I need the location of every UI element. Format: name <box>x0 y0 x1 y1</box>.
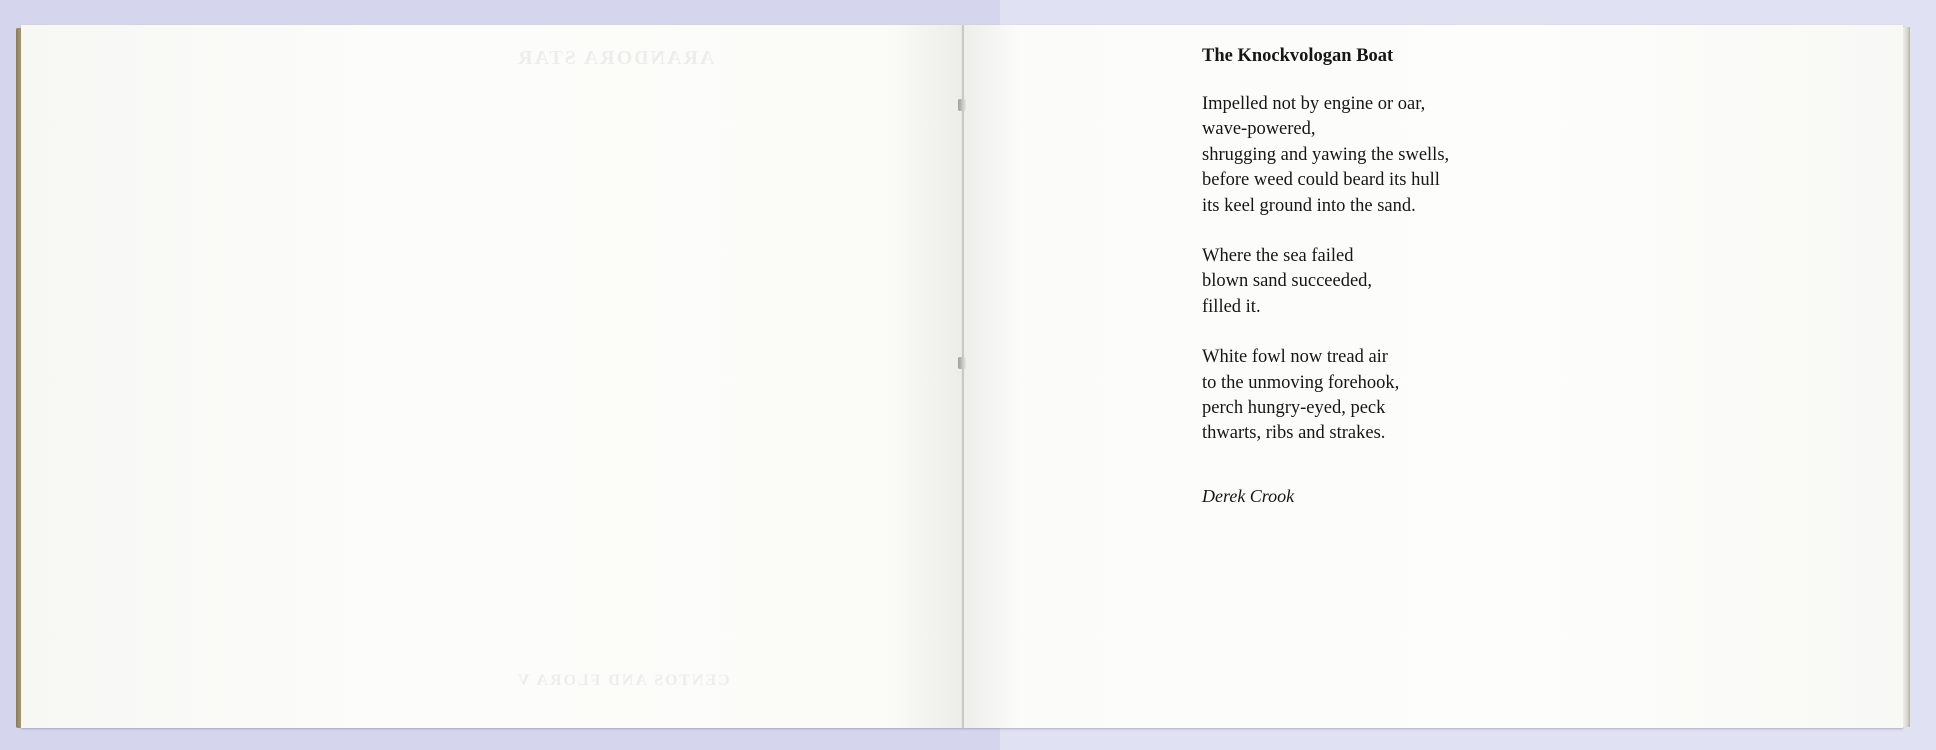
show-through-footer: CENTOS AND FLORA V <box>516 672 730 689</box>
poem-line: wave-powered, <box>1202 119 1316 140</box>
staple-bottom <box>958 357 966 369</box>
poem-line: thwarts, ribs and strakes. <box>1202 423 1386 444</box>
poem-line: blown sand succeeded, <box>1202 271 1373 292</box>
show-through-title: ARANDORA STAR <box>516 47 715 69</box>
open-booklet <box>16 25 1910 730</box>
poem-line: its keel ground into the sand. <box>1202 195 1416 216</box>
left-page <box>21 25 963 728</box>
poem-line: perch hungry-eyed, peck <box>1202 398 1386 419</box>
stanza-2 <box>1202 244 1449 320</box>
poem-author: Derek Crook <box>1202 485 1295 506</box>
poem-line: White fowl now tread air <box>1202 347 1388 368</box>
page-stack-edge <box>1903 27 1910 727</box>
poem <box>1202 43 1449 509</box>
poem-line: Impelled not by engine or oar, <box>1202 94 1426 114</box>
poem-line: to the unmoving forehook, <box>1202 372 1400 393</box>
poem-line: before weed could beard its hull <box>1202 170 1440 191</box>
stanza-3 <box>1202 345 1449 447</box>
poem-title: The Knockvologan Boat <box>1202 46 1394 66</box>
poem-line: filled it. <box>1202 296 1261 317</box>
poem-line: shrugging and yawing the swells, <box>1202 144 1450 165</box>
staple-top <box>958 99 966 111</box>
stanza-1 <box>1202 92 1449 219</box>
gutter-fold <box>962 25 964 728</box>
poem-line: Where the sea failed <box>1202 246 1354 267</box>
